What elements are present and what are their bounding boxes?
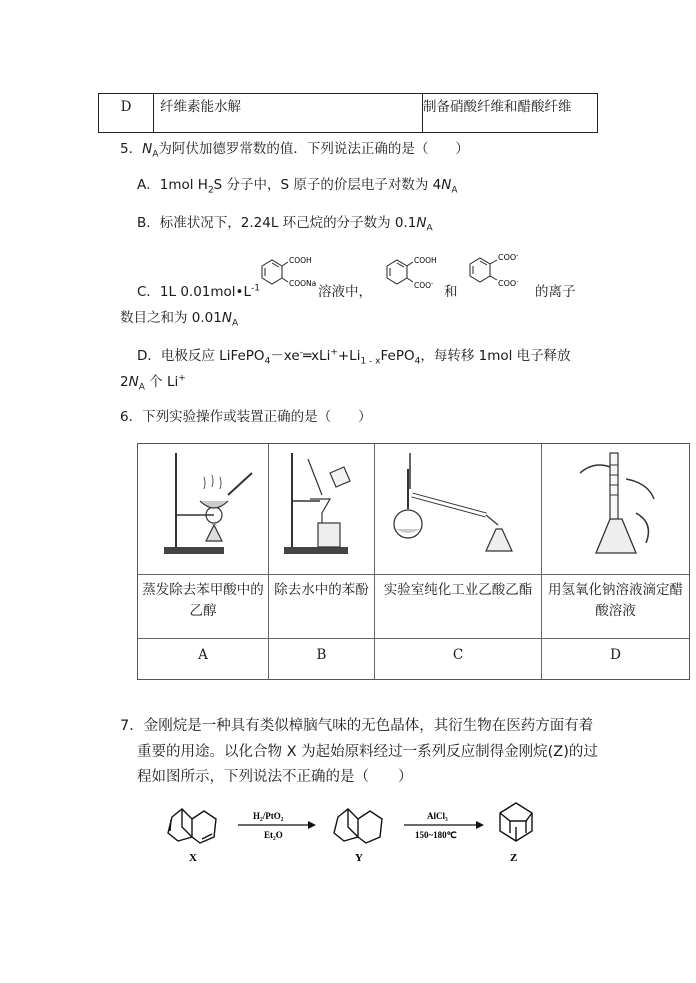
partial-table-row-d (98, 93, 598, 133)
distillation-apparatus-image (386, 449, 536, 567)
caption-d: 用氢氧化钠溶液滴定醋 酸溶液 (548, 582, 683, 619)
svg-text:COOH: COOH (414, 256, 437, 265)
caption-c: 实验室纯化工业乙酸乙酯 (383, 582, 533, 598)
svg-text:COO-: COO- (498, 252, 519, 262)
label-c: C (452, 647, 464, 663)
coona-label: COONa (289, 279, 317, 288)
q5-option-d-line2: $2N_A$ 个 Li+ (120, 373, 186, 393)
compound-z-structure (500, 803, 532, 841)
q5-option-c-prefix: C．1L $0.01mol•L^{-1}$ (137, 283, 261, 300)
q5-stem: 5．$N_A$为阿伏加德罗常数的值．下列说法正确的是（ ） (120, 141, 469, 160)
q6-apparatus-table (137, 443, 690, 680)
condition-2-bottom: 150~180℃ (415, 830, 457, 840)
table-cell-option: D (99, 94, 154, 132)
condition-2-top: AlCl₃ (427, 811, 448, 821)
caption-b: 除去水中的苯酚 (274, 582, 369, 598)
q5-option-c-and: 和 (444, 284, 458, 300)
q7-line1: 7．金刚烷是一种具有类似樟脑气味的无色晶体，其衍生物在医药方面有着 (120, 718, 594, 734)
table-cell-property: 纤维素能水解 (154, 94, 423, 132)
caption-a: 蒸发除去苯甲酸中的 乙醇 (142, 582, 264, 619)
phthalate-ion-structure (458, 248, 538, 298)
table-cell-use: 制备硝酸纤维和醋酸纤维 (423, 99, 572, 115)
hydrogen-phthalate-ion-structure (375, 252, 445, 297)
filtration-apparatus-image (278, 449, 368, 567)
compound-x-structure (168, 809, 216, 843)
condition-1-top: H₂/PtO₂ (253, 811, 284, 821)
q5-option-a: A．1mol $H_2S$ 分子中，S 原子的价层电子对数为 $4N_A$ (137, 177, 458, 196)
q5-option-c-end: 的离子 (535, 284, 576, 300)
label-b: B (316, 647, 327, 663)
q6-stem: 6．下列实验操作或装置正确的是（ ） (120, 409, 372, 425)
q5-option-b: B．标准状况下，2.24L 环己烷的分子数为 $0.1N_A$ (137, 215, 433, 234)
q5-option-c-line2: 数目之和为 $0.01N_A$ (120, 310, 239, 329)
label-x: X (189, 852, 197, 864)
svg-text:COO-: COO- (498, 278, 519, 288)
evaporation-apparatus-image (156, 449, 256, 567)
label-z: Z (510, 852, 518, 864)
q5-option-d: D．电极反应 $LiFePO_4-xe^-═xLi^++Li_{1 - x}FePO_4$，每转移 1mol 电子释放 (137, 347, 571, 367)
condition-1-bottom: Et₂O (264, 830, 283, 840)
label-y: Y (355, 852, 363, 864)
compound-y-structure (334, 809, 382, 843)
label-d: D (610, 647, 621, 663)
cooh-label: COOH (289, 256, 312, 265)
adamantane-synthesis-scheme (160, 793, 560, 868)
q5-option-c-mid: 溶液中， (318, 284, 372, 300)
q7-line2: 重要的用途。以化合物 X 为起始原料经过一系列反应制得金刚烷(Z)的过 (137, 744, 598, 760)
svg-text:COO-: COO- (414, 280, 434, 290)
label-a: A (198, 647, 208, 663)
sodium-hydrogen-phthalate-structure (250, 252, 320, 297)
q7-line3: 程如图所示，下列说法不正确的是（ ） (137, 769, 413, 785)
titration-apparatus-image (566, 449, 676, 567)
